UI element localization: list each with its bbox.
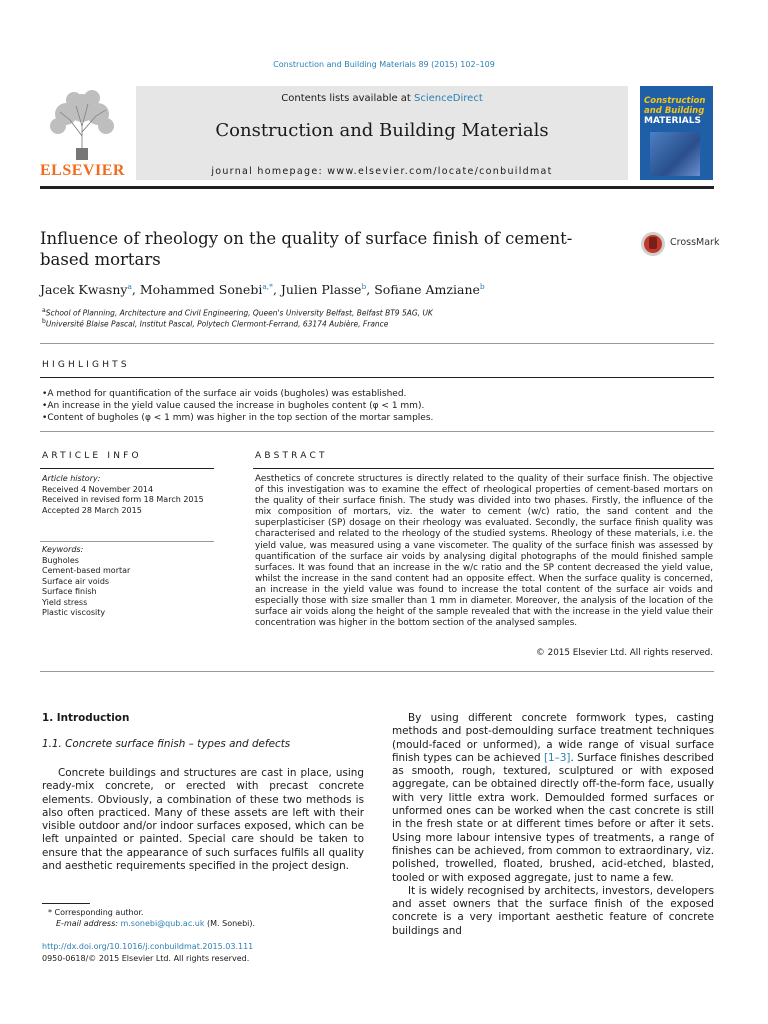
highlights-list [42, 388, 722, 424]
footnote [42, 907, 364, 929]
keywords-heading: Keywords: [42, 545, 84, 554]
author-name[interactable]: Mohammed Sonebi [139, 282, 263, 298]
journal-homepage[interactable]: journal homepage: www.elsevier.com/locate/conbuildmat [211, 166, 553, 177]
contents-prefix: Contents lists available at [281, 93, 415, 104]
keyword-item: Bugholes [42, 555, 79, 565]
history-item: Received 4 November 2014 [42, 484, 154, 494]
keyword-item: Yield stress [42, 597, 88, 607]
body-text-run: By using different concrete formwork types, casting methods and post-demoulding surface treatment techniques (mould-faced or unformed), a wide range of visual surface finish types can be achieved [392, 712, 714, 764]
body-paragraph [392, 712, 714, 885]
affiliation [42, 307, 702, 318]
affiliation [42, 318, 702, 329]
author-affiliation-mark[interactable]: a [127, 282, 132, 291]
journal-cover-thumbnail [640, 86, 713, 180]
body-paragraph: Concrete buildings and structures are cast in place, using ready-mix concrete, or erected with precast concrete elements. Obviously, a combination of these two methods is also often practiced. Many of these assets are left with their visible outdoor and/or indoor surfaces exposed, which can be left unpainted or painted. Special care should be taken to ensure that the appearance of such surfaces fulfils all quality and aesthetic requirements specified in the project design. [42, 767, 364, 873]
abstract-text: Aesthetics of concrete structures is directly related to the quality of their surface finish. The objective of this investigation was to examine the effect of rheological properties of cement-based mortars on the quality of their surface finish. The study was divided into two phases. Firstly, the influence of the mix composition of mortars, viz. the water to cement (w/c) ratio, the sand content and the superplasticiser (SP) dosage on their rheology was evaluated. Secondly, the surface finish quality was characterised and related to the rheology of the studied systems. Rheology of these materials, i.e. the yield value, was measured using a vane viscometer. The quality of the surface finish was assessed by quantification of the surface air voids by analysing digital photographs of the mould finished sample surfaces. It was found that an increase in the w/c ratio and the SP content decreased the yield value, whilst the increase in the sand content had an opposite effect. When the surface quality is concerned, an increase in the yield value was found to increase the total content of the surface air voids and especially those with size smaller than 1 mm in diameter. Moreover, the analysis of the location of the surface air voids along the height of the sample revealed that with the increase in the yield value their concentration was higher in the bottom section of the analysed samples. [255, 474, 713, 629]
doi-link[interactable]: http://dx.doi.org/10.1016/j.conbuildmat.2015.03.111 [42, 942, 254, 951]
email-label: E-mail address: [56, 919, 121, 928]
highlight-item: • A method for quantification of the surface air voids (bugholes) was established. [42, 388, 722, 400]
footnote-marker: * [48, 908, 52, 917]
header-rule [40, 186, 714, 189]
article-info-heading: ARTICLE INFO [42, 451, 142, 461]
author-affiliation-mark[interactable]: a,* [262, 282, 273, 291]
footnote-line [42, 907, 364, 918]
author-affiliation-mark[interactable]: b [361, 282, 367, 291]
issn-copyright: 0950-0618/© 2015 Elsevier Ltd. All rights reserved. [42, 954, 250, 963]
reference-link[interactable]: [1–3] [543, 751, 571, 764]
divider [40, 468, 214, 469]
author-name[interactable]: Julien Plasse [280, 282, 362, 298]
cover-title-line: MATERIALS [644, 116, 701, 126]
footnote-rule [42, 903, 90, 904]
subsection-heading: 1.1. Concrete surface finish – types and defects [42, 738, 291, 750]
author-affiliation-mark[interactable]: b [479, 282, 485, 291]
divider [253, 468, 714, 469]
highlights-heading: HIGHLIGHTS [42, 360, 130, 370]
journal-name: Construction and Building Materials [215, 120, 549, 141]
journal-citation[interactable]: Construction and Building Materials 89 (2015) 102–109 [273, 60, 495, 69]
body-paragraph: It is widely recognised by architects, investors, developers and asset owners that the surface finish of the exposed concrete is a very important aesthetic feature of concrete buildings and [392, 884, 714, 937]
author-list: Jacek Kwasny$^a$, Mohammed Sonebi$^{a,*}$, Julien Plasse$^b$, Sofiane Amziane$^b$ [40, 282, 485, 298]
elsevier-wordmark: ELSEVIER [40, 162, 125, 179]
abstract-copyright: © 2015 Elsevier Ltd. All rights reserved. [536, 648, 713, 658]
keyword-item: Cement-based mortar [42, 566, 131, 575]
keyword-item: Surface air voids [42, 576, 110, 586]
keywords [42, 545, 222, 619]
affiliation-mark: a [42, 307, 46, 314]
divider [40, 343, 714, 344]
cover-title-line: and Building [644, 106, 705, 116]
keyword-item: Surface finish [42, 587, 97, 596]
affiliation-text: School of Planning, Architecture and Civil Engineering, Queen's University Belfast, Belfast BT9 5AG, UK [45, 308, 433, 318]
crossmark-label: CrossMark [670, 237, 720, 248]
affiliation-text: Université Blaise Pascal, Institut Pascal, Polytech Clermont-Ferrand, 63174 Aubière, France [45, 319, 389, 329]
body-left-column [42, 767, 364, 873]
divider [40, 541, 214, 542]
history-item: Accepted 28 March 2015 [42, 505, 142, 515]
abstract-heading: ABSTRACT [255, 451, 328, 461]
history-item: Received in revised form 18 March 2015 [42, 495, 204, 504]
email-link[interactable]: m.sonebi@qub.ac.uk [120, 919, 205, 928]
author-name[interactable]: Sofiane Amziane [374, 282, 480, 298]
crossmark-badge[interactable] [640, 230, 730, 258]
divider [40, 671, 714, 672]
body-right-column [392, 712, 714, 938]
corresponding-author-label: Corresponding author. [54, 908, 144, 917]
cover-title [644, 96, 710, 126]
article-title: Influence of rheology on the quality of surface finish of cement-based mortars [40, 229, 573, 269]
highlight-item: • An increase in the yield value caused the increase in bugholes content (φ < 1 mm). [42, 400, 722, 412]
affiliation-mark: b [42, 318, 46, 325]
email-suffix: (M. Sonebi). [204, 919, 256, 928]
sciencedirect-link[interactable]: ScienceDirect [414, 93, 483, 104]
divider [40, 431, 714, 432]
divider [40, 377, 714, 378]
crossmark-icon [640, 230, 666, 258]
cover-title-line: Construction [644, 96, 706, 106]
contents-availability [136, 93, 628, 104]
history-heading: Article history: [42, 474, 101, 483]
highlight-item: • Content of bugholes (φ < 1 mm) was higher in the top section of the mortar samples. [42, 412, 722, 424]
cover-image [650, 132, 700, 176]
footnote-line [42, 918, 364, 929]
body-text-run: . Surface finishes described as smooth, rough, textured, sculptured or with exposed aggregate, can be obtained directly off-the-form face, usually with very little extra work. Demoulded formed surfaces or unformed ones can be worked when the cast concrete is still in the fresh state or at different times before or after it sets. Using more labour intensive types of treatments, a range of finishes can be achieved, from common to extraordinary, viz. polished, trowelled, floated, brushed, acid-etched, blasted, tooled or with exposed aggregate, just to name a few. [392, 751, 714, 884]
keyword-item: Plastic viscosity [42, 608, 106, 617]
author-name[interactable]: Jacek Kwasny [40, 282, 128, 298]
section-heading: 1. Introduction [42, 712, 130, 724]
article-history [42, 474, 222, 516]
